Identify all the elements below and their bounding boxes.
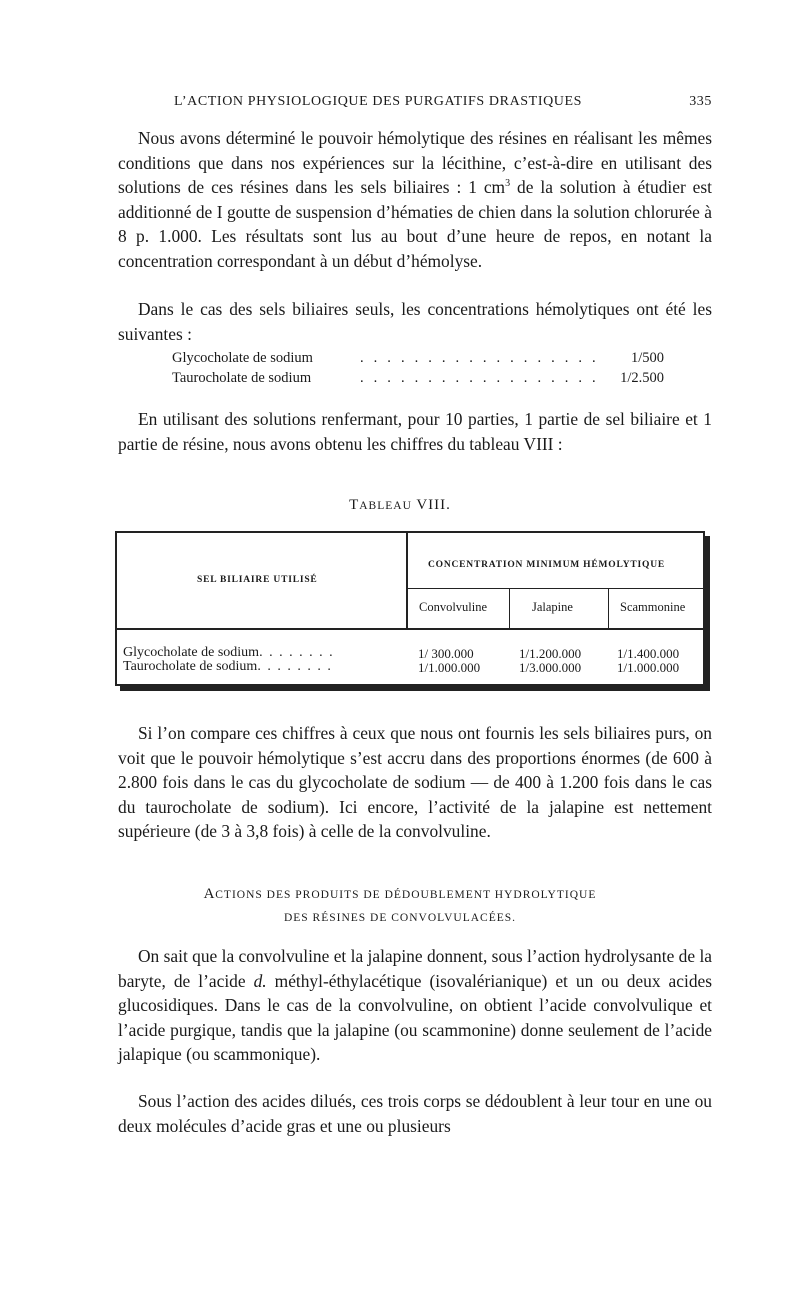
table-cell: 1/1.000.000 — [617, 660, 680, 675]
section-title-smallcaps: DES RÉSINES DE CONVOLVULACÉES. — [283, 912, 517, 924]
caption-smallcaps: ABLEAU — [359, 500, 412, 512]
table-cell: 1/1.400.000 — [617, 646, 680, 661]
bile-salt-value: 1/500 — [630, 350, 664, 366]
table-header-concentration: CONCENTRATION MINIMUM HÉMOLYTIQUE — [428, 560, 665, 570]
table-subheader-jalapine: Jalapine — [532, 600, 573, 614]
paragraph-hydrolysis-text-a: On sait que la convolvuline et la jalapine donnent, sous l’action hydrolysante de la baryte, de l’acide — [118, 946, 712, 991]
bile-salt-value: 1/2.500 — [620, 370, 664, 386]
bile-salt-name: Taurocholate de sodium — [172, 370, 312, 386]
dot-leader: . . . . . . . . . . . . . . . . . . — [360, 350, 599, 366]
table-column-divider — [406, 533, 408, 629]
bile-salt-row — [172, 370, 664, 390]
bile-salt-name: Glycocholate de sodium — [172, 350, 313, 366]
dot-leader: . . . . . . . . — [259, 645, 335, 660]
section-title-line2 — [0, 909, 800, 926]
italic-term: d. — [253, 970, 267, 991]
table-shadow-right — [705, 536, 710, 691]
dot-leader: . . . . . . . . — [257, 659, 333, 674]
paragraph-intro — [118, 126, 712, 273]
running-header — [118, 94, 712, 114]
paragraph-bile-salts: Dans le cas des sels biliaires seuls, les concentrations hémolytiques ont été les suivantes : — [118, 299, 712, 344]
running-title: L’ACTION PHYSIOLOGIQUE DES PURGATIFS DRASTIQUES — [174, 94, 583, 109]
paragraph-hydrolysis-text-b: méthyl-éthylacétique (isovalérianique) et un ou deux acides glucosidiques. Dans le cas de la convolvuline, on obtient l’acide convolvulique et l’acide purgique, tandis que la jalapine (ou scammonine) donne seulement de l’acide jalapique (ou scammonique). — [118, 970, 712, 1064]
table-subcolumn-divider — [608, 588, 609, 629]
table-cell: 1/1.000.000 — [418, 660, 481, 675]
hemolysis-table — [115, 531, 711, 693]
table-header-salt: SEL BILIAIRE UTILISÉ — [197, 575, 318, 585]
section-title-smallcaps: CTIONS DES PRODUITS DE DÉDOUBLEMENT HYDROLYTIQUE — [215, 889, 597, 901]
table-caption — [0, 497, 800, 514]
paragraph-comparison: Si l’on compare ces chiffres à ceux que nous ont fournis les sels biliaires purs, on voit que le pouvoir hémolytique s’est accru dans des proportions énormes (de 600 à 2.800 fois dans le cas du glycocholate de sodium — de 400 à 1.200 fois dans le cas du taurocholate de sodium). Ici encore, l’activité de la jalapine est nettement supérieure (de 3 à 3,8 fois) à celle de la convolvuline. — [118, 723, 712, 841]
table-subheader-convolvuline: Convolvuline — [419, 600, 488, 614]
caption-initial: T — [349, 497, 360, 513]
table-row-label-text: Taurocholate de sodium — [123, 659, 258, 674]
caption-number: VIII. — [411, 497, 451, 513]
table-row-label — [123, 659, 332, 675]
table-shadow-bottom — [120, 686, 710, 691]
page-number: 335 — [689, 94, 712, 109]
paragraph-intro-text-a: Nous avons déterminé le pouvoir hémolytique des résines en réalisant les mêmes conditions que dans nos expériences sur la lécithine, c’est-à-dire en utilisant des solutions de ces résines dans les sels biliaires : 1 cm — [118, 128, 712, 197]
paragraph-intro-text-b: de la solution à étudier est additionné de I goutte de suspension d’hématies de chien dans la solution chlorurée à 8 p. 1.000. Les résultats sont lus au bout d’une heure de repos, en notant la concentration correspondant à un début d’hémolyse. — [118, 177, 712, 271]
table-cell: 1/ 300.000 — [418, 646, 474, 661]
table-subcolumn-divider — [509, 588, 510, 629]
paragraph-acids: Sous l’action des acides dilués, ces trois corps se dédoublent à leur tour en une ou deux molécules d’acide gras et une ou plusieurs — [118, 1091, 712, 1136]
table-header-rule — [117, 628, 703, 630]
dot-leader: . . . . . . . . . . . . . . . . . . — [360, 370, 599, 386]
superscript: 3 — [505, 178, 511, 190]
table-group-divider — [406, 588, 703, 589]
paragraph-hydrolysis — [118, 944, 712, 1067]
table-subheader-scammonine: Scammonine — [620, 600, 686, 614]
paragraph-table-intro: En utilisant des solutions renfermant, pour 10 parties, 1 partie de sel biliaire et 1 partie de résine, nous avons obtenu les chiffres du tableau VIII : — [118, 409, 712, 454]
section-initial: A — [203, 886, 216, 902]
table-cell: 1/3.000.000 — [519, 660, 582, 675]
bile-salt-row — [172, 350, 664, 370]
table-cell: 1/1.200.000 — [519, 646, 582, 661]
section-title-line1 — [0, 886, 800, 903]
table-row-label-text: Glycocholate de sodium — [123, 645, 260, 660]
